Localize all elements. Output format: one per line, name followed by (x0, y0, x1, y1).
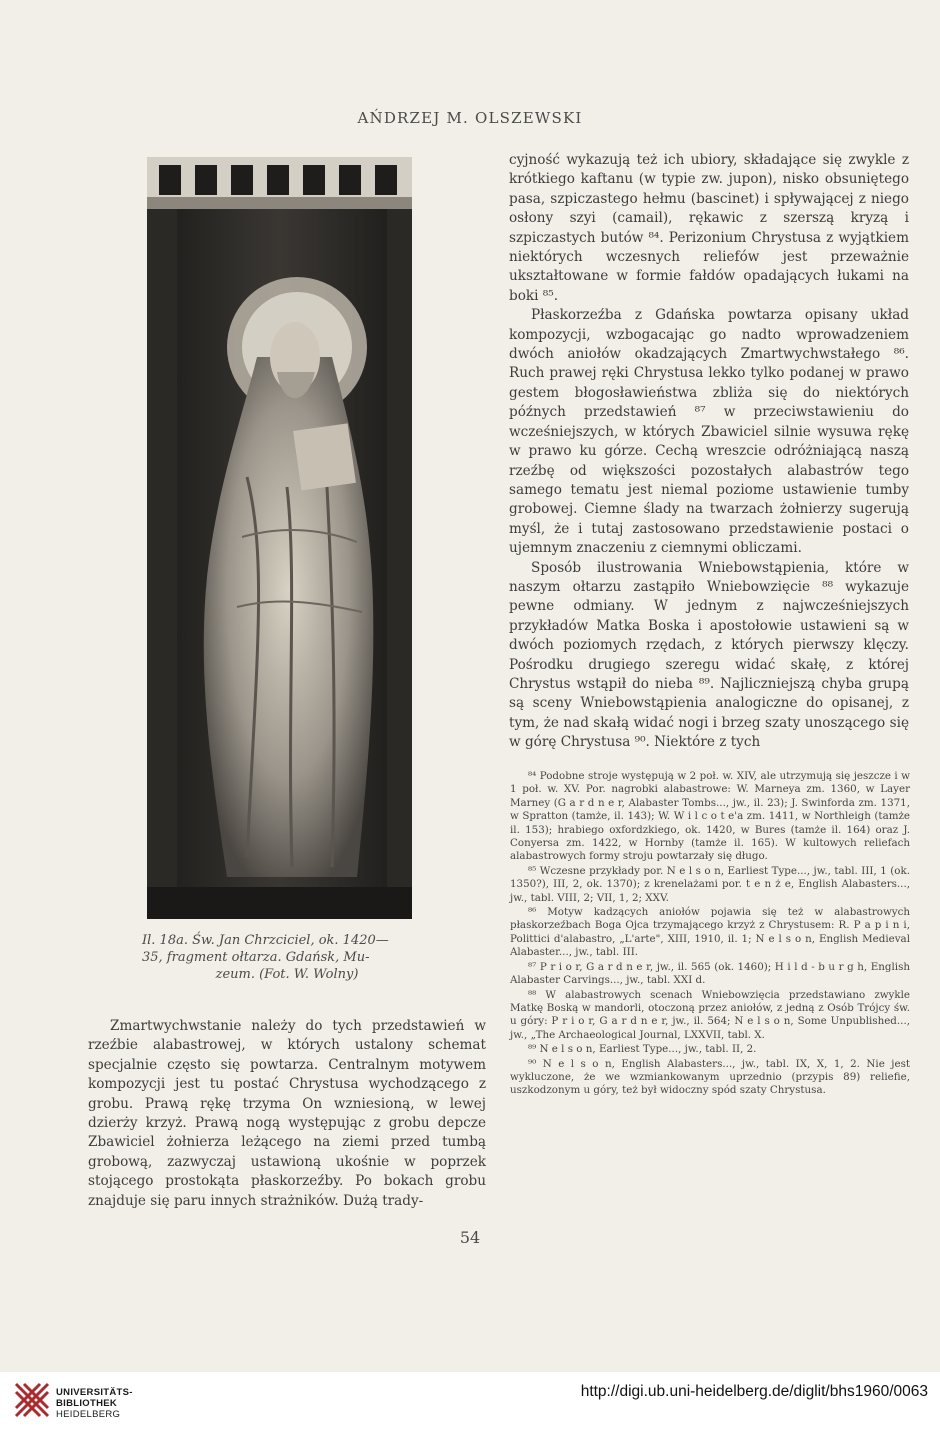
footnote: ⁸⁴ Podobne stroje występują w 2 poł. w. XIV, ale utrzymują się jeszcze i w 1 poł. w. XV. Por. nagrobki alabastrowe: W. Marneya zm. 1360, w Layer Marney (G a r d n e r, Alabaster Tombs..., jw., il. 23); J. Swinforda zm. 1371, w Spratton (tamże, il. 143); W. W i l c o t e'a zm. 1411, w Northleigh (tamże il. 153); hrabiego oxfordzkiego, ok. 1420, w Bures (tamże il. 164) oraz J. Conyersa zm. 1422, w Hornby (tamże il. 165). W kultowych reliefach alabastrowych formy stroju powtarzały się długo. (510, 770, 910, 863)
footnotes (510, 770, 910, 1099)
footnote: ⁸⁹ N e l s o n, Earliest Type..., jw., tabl. II, 2. (528, 1043, 757, 1056)
footnote: ⁸⁷ P r i o r, G a r d n e r, jw., il. 565 (ok. 1460); H i l d - b u r g h, English Alabaster Carvings..., jw., tabl. XXI d. (510, 960, 910, 987)
library-name-line: HEIDELBERG (56, 1409, 121, 1420)
body-paragraph: Zmartwychwstanie należy do tych przedstawień w rzeźbie alabastrowej, w których ustalony schemat specjalnie często się powtarza. Centralnym motywem kompozycji jest tu postać Chrystusa wychodzącego z grobu. Prawą rękę trzyma On wzniesioną, w lewej dzierży krzyż. Prawą nogą występując z grobu depcze Zbawiciel żołnierza leżącego na ziemi przed tumbą grobową, zazwyczaj ustawioną ukośnie w poprzek stojącego prostokąta płaskorzeźby. Po bokach grobu znajduje się paru innych strażników. Dużą trady- (88, 1018, 486, 1209)
source-url-link[interactable]: http://digi.ub.uni-heidelberg.de/diglit/bhs1960/0063 (580, 1383, 928, 1400)
footnote: ⁸⁵ Wczesne przykłady por. N e l s o n, Earliest Type..., jw., tabl. III, 1 (ok. 1350?), III, 2, ok. 1370); z krenelażami por. t e n ż e, English Alabasters..., jw., tabl. VIII, 2; VII, 1, 2; XXV. (510, 864, 910, 904)
footer-bar (0, 1372, 940, 1436)
library-name-line: UNIVERSITÄTS- (56, 1387, 133, 1398)
running-title: AŃDRZEJ M. OLSZEWSKI (357, 109, 583, 127)
library-name-line: BIBLIOTHEK (56, 1398, 118, 1409)
sculpture-photo (147, 157, 412, 919)
page-number: 54 (459, 1228, 481, 1247)
left-column-text (88, 1017, 486, 1211)
library-name (56, 1387, 133, 1420)
figure-caption (142, 932, 432, 983)
footnote: ⁹⁰ N e l s o n, English Alabasters..., jw., tabl. IX, X, 1, 2. Nie jest wykluczone, że we wzmiankowanym uprzednio (przypis 89) reliefie, uszkodzonym u góry, też był widoczny spód szaty Chrystusa. (510, 1057, 910, 1097)
footnote: ⁸⁸ W alabastrowych scenach Wniebowzięcia przedstawiano zwykle Matkę Boską w mandorli, otoczoną przez aniołów, z jedną z Osób Trójcy św. u góry: P r i o r, G a r d n e r, jw., il. 564; N e l s o n, Some Unpublished..., jw., „The Archaeological Journal, LXXVII, tabl. X. (510, 988, 910, 1041)
caption-line: 35, fragment ołtarza. Gdańsk, Mu- (142, 950, 370, 965)
caption-line: zeum. (Fot. W. Wolny) (215, 967, 359, 982)
caption-line: Il. 18a. Św. Jan Chrzciciel, ok. 1420— (142, 933, 389, 948)
footnote: ⁸⁶ Motyw kadzących aniołów pojawia się też w alabastrowych płaskorzeźbach Boga Ojca trzymającego krzyż z Chrystusem: R. P a p i n i, Polittici d'alabastro, „L'arte", XIII, 1910, il. 1; N e l s o n, English Medieval Alabaster..., jw., tabl. III. (510, 906, 910, 959)
right-column-text (509, 151, 909, 753)
body-paragraph: cyjność wykazują też ich ubiory, składające się zwykle z krótkiego kaftanu (w typie zw. jupon), nisko obsuniętego pasa, szpiczastego hełmu (bascinet) i spływającej z niego osłony szyi (camail), rękawic z szerszą kryzą i szpiczastych butów ⁸⁴. Perizonium Chrystusa z wyjątkiem niektórych wczesnych reliefów jest przeważnie ukształtowane w formie fałdów opadających łukami na boki ⁸⁵. (509, 152, 909, 304)
library-logo-icon (12, 1380, 52, 1420)
body-paragraph: Płaskorzeźba z Gdańska powtarza opisany układ kompozycji, wzbogacając go nadto wprowadzeniem dwóch aniołów okadzających Zmartwychwstałego ⁸⁶. Ruch prawej ręki Chrystusa lekko tylko podanej w prawo gestem błogosławieństwa zbliża się do niektórych późnych przedstawień ⁸⁷ w przeciwstawieniu do wcześniejszych, w których Zbawiciel silnie wysuwa rękę w prawo ku górze. Cechą wreszcie odróżniającą naszą rzeźbę od większości pozostałych alabastrów tego samego tematu jest niemal poziome ustawienie tumby grobowej. Ciemne ślady na twarzach żołnierzy sugerują myśl, że i tutaj zastosowano przedstawienie postaci o ujemnym znaczeniu z ciemnymi obliczami. (509, 307, 909, 557)
body-paragraph: Sposób ilustrowania Wniebowstąpienia, które w naszym ołtarzu zastąpiło Wniebowzięcie ⁸⁸ wykazuje pewne odmiany. W jednym z najwcześniejszych przykładów Matka Boska i apostołowie ustawieni są w dwóch poziomych rzędach, z których pierwszy klęczy. Pośrodku drugiego szeregu widać skałę, z której Chrystus wstąpił do nieba ⁸⁹. Najliczniejszą chyba grupą są sceny Wniebowstąpienia analogiczne do opisanej, z tym, że nad skałą widać nogi i brzeg szaty unoszącego się w górę Chrystusa ⁹⁰. Niektóre z tych (509, 559, 909, 751)
